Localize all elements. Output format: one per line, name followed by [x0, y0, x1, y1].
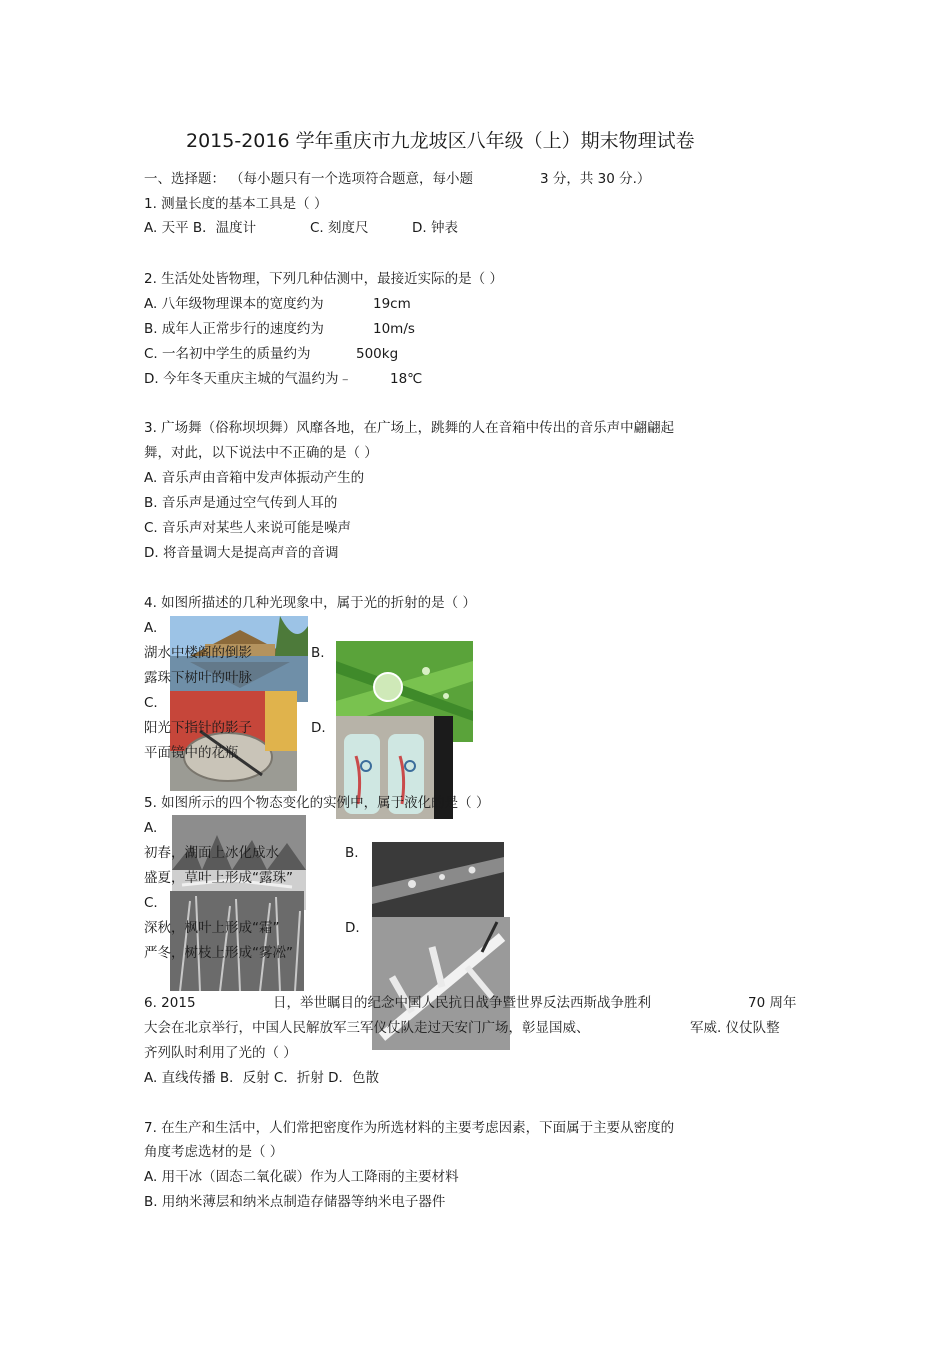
q4-caption-b: 露珠下树叶的叶脉 — [144, 670, 252, 686]
q3-option-c: C. 音乐声对某些人来说可能是噪声 — [144, 520, 352, 536]
section-heading: 一、选择题： — [144, 171, 225, 187]
q5-image-c-frost-grass — [170, 891, 304, 991]
q1-stem: 1. 测量长度的基本工具是（ ） — [144, 196, 328, 212]
q6-line2-start: 大会在北京举行，中国人民解放军三军仪仗队走过天安门广场，彰显国威、 — [144, 1020, 590, 1036]
q6-line2-end: 军威. 仪仗队整 — [690, 1020, 780, 1036]
q6-line1-start: 6. 2015 — [144, 995, 196, 1011]
q2-stem: 2. 生活处处皆物理，下列几种估测中，最接近实际的是（ ） — [144, 271, 503, 287]
section-score: 3 分，共 30 分.） — [540, 171, 651, 187]
q5-label-b: B. — [345, 845, 359, 861]
q1-option-ab: A. 天平 B．温度计 — [144, 220, 257, 236]
q3-stem-line1: 3. 广场舞（俗称坝坝舞）风靡各地，在广场上，跳舞的人在音箱中传出的音乐声中翩翩起 — [144, 420, 675, 436]
page-title: 2015-2016 学年重庆市九龙坡区八年级（上）期末物理试卷 — [186, 130, 695, 152]
q4-label-a: A. — [144, 620, 158, 636]
q7-option-b: B. 用纳米薄层和纳米点制造存储器等纳米电子器件 — [144, 1194, 446, 1210]
q5-caption-a: 初春，湖面上冰化成水 — [144, 845, 279, 861]
q3-stem-line2: 舞，对此，以下说法中不正确的是（ ） — [144, 445, 378, 461]
q1-option-d: D. 钟表 — [412, 220, 458, 236]
q1-option-c: C. 刻度尺 — [310, 220, 369, 236]
q5-caption-d: 严冬，树枝上形成“雾凇” — [144, 945, 293, 961]
q2-option-d: D. 今年冬天重庆主城的气温约为﹣ — [144, 371, 352, 387]
q4-label-b: B. — [311, 645, 325, 661]
q2-option-b-value: 10m/s — [373, 321, 415, 337]
q5-stem: 5. 如图所示的四个物态变化的实例中，属于液化的是（ ） — [144, 795, 490, 811]
q5-caption-b: 盛夏，草叶上形成“露珠” — [144, 870, 293, 886]
q4-label-c: C. — [144, 695, 158, 711]
q6-line1-middle: 日，举世瞩目的纪念中国人民抗日战争暨世界反法西斯战争胜利 — [273, 995, 651, 1011]
q5-caption-c: 深秋，枫叶上形成“霜” — [144, 920, 280, 936]
q6-line1-end: 70 周年 — [748, 995, 797, 1011]
q2-option-d-value: 18℃ — [390, 371, 423, 387]
q4-caption-d: 平面镜中的花瓶 — [144, 745, 239, 761]
q7-stem-line1: 7. 在生产和生活中，人们常把密度作为所选材料的主要考虑因素，下面属于主要从密度的 — [144, 1120, 675, 1136]
q5-image-b-dew-grass — [372, 842, 504, 917]
q4-image-c-sundial — [170, 691, 297, 791]
q2-option-a: A. 八年级物理课本的宽度约为 — [144, 296, 324, 312]
q5-label-d: D. — [345, 920, 360, 936]
q6-line3: 齐列队时利用了光的（ ） — [144, 1045, 297, 1061]
q3-option-b: B. 音乐声是通过空气传到人耳的 — [144, 495, 338, 511]
q4-label-d: D. — [311, 720, 326, 736]
q2-option-c: C. 一名初中学生的质量约为 — [144, 346, 311, 362]
q5-label-a: A. — [144, 820, 158, 836]
q4-caption-a: 湖水中楼阁的倒影 — [144, 645, 252, 661]
q6-options: A. 直线传播 B．反射 C．折射 D．色散 — [144, 1070, 380, 1086]
q2-option-a-value: 19cm — [373, 296, 411, 312]
section-note: （每小题只有一个选项符合题意，每小题 — [230, 171, 473, 187]
q5-label-c: C. — [144, 895, 158, 911]
q2-option-c-value: 500kg — [356, 346, 399, 362]
q7-option-a: A. 用干冰（固态二氧化碳）作为人工降雨的主要材料 — [144, 1169, 459, 1185]
q4-stem: 4. 如图所描述的几种光现象中，属于光的折射的是（ ） — [144, 595, 476, 611]
q3-option-a: A. 音乐声由音箱中发声体振动产生的 — [144, 470, 365, 486]
q3-option-d: D. 将音量调大是提高声音的音调 — [144, 545, 339, 561]
q7-stem-line2: 角度考虑选材的是（ ） — [144, 1144, 284, 1160]
q2-option-b: B. 成年人正常步行的速度约为 — [144, 321, 324, 337]
q4-caption-c: 阳光下指针的影子 — [144, 720, 252, 736]
